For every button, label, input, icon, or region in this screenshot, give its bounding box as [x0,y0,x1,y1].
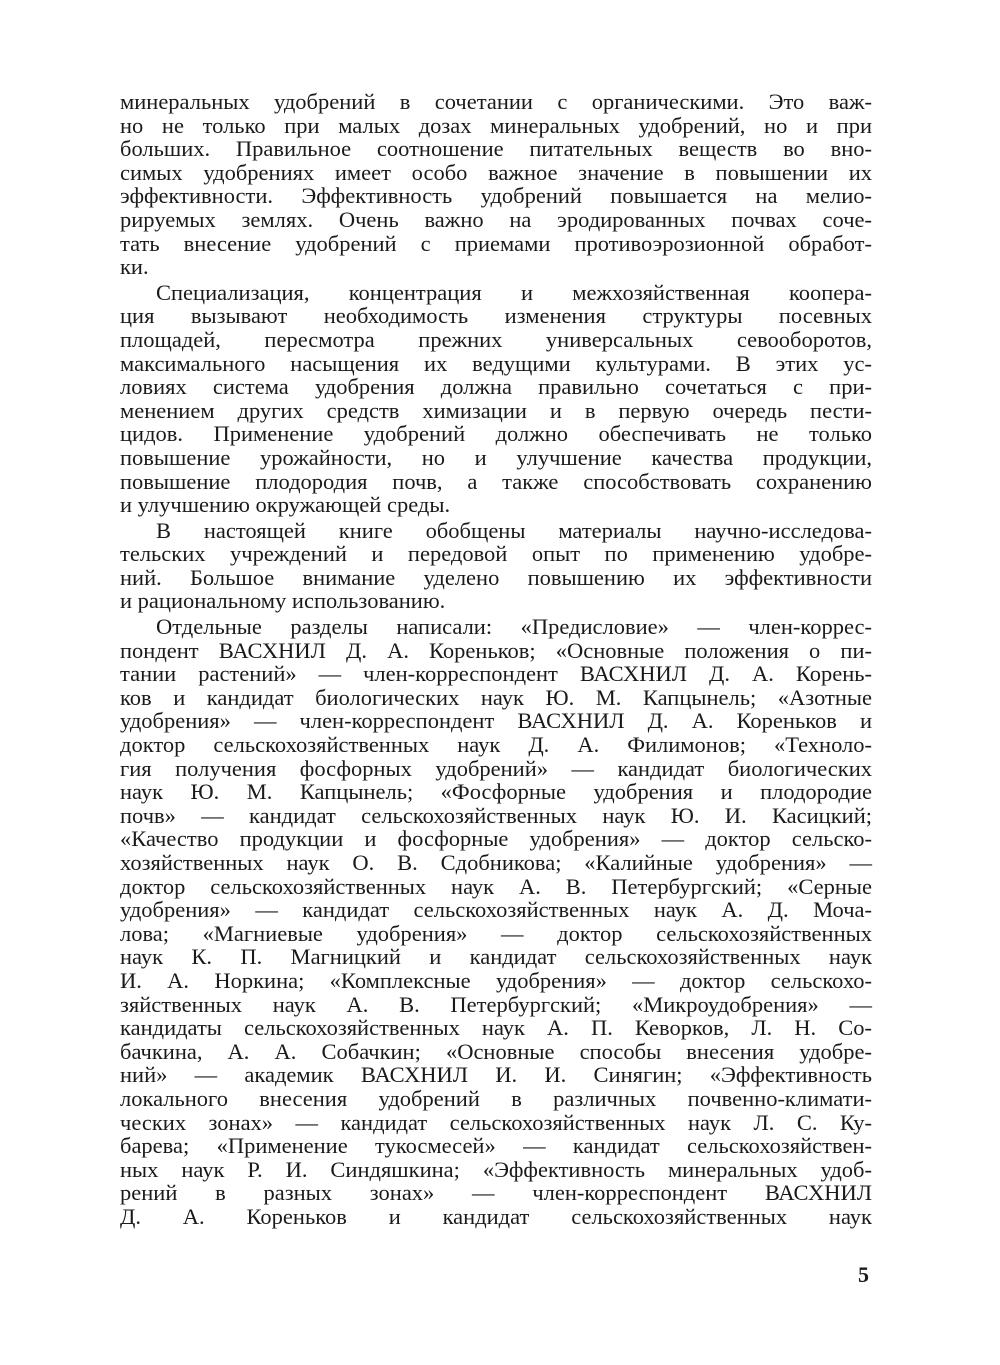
text-line: ческих зонах» — кандидат сельскохозяйственных наук Л. С. Ку- [120,1109,872,1135]
text-line: ки. [120,254,149,280]
text-line: наук Ю. М. Капцынель; «Фосфорные удобрения и плодородие [120,779,872,805]
text-line: тании растений» — член-корреспондент ВАСХНИЛ Д. А. Корень- [120,661,872,687]
text-line: тельских учреждений и передовой опыт по применению удобре- [120,541,872,567]
text-line: менением других средств химизации и в первую очередь пести- [120,397,872,423]
text-line: больших. Правильное соотношение питательных веществ во вно- [120,136,872,162]
text-line: локального внесения удобрений в различных почвенно-климати- [120,1085,872,1111]
page-body [120,90,872,1231]
text-line: В настоящей книге обобщены материалы научно-исследова- [156,517,872,543]
text-line: зяйственных наук А. В. Петербургский; «Микроудобрения» — [120,991,872,1017]
text-line: удобрения» — член-корреспондент ВАСХНИЛ Д. А. Кореньков и [120,708,872,734]
text-line: лова; «Магниевые удобрения» — доктор сельскохозяйственных [120,920,872,946]
text-line: повышение урожайности, но и улучшение качества продукции, [120,444,872,470]
text-line: симых удобрениях имеет особо важное значение в повышении их [120,159,872,185]
text-line: ловиях система удобрения должна правильно сочетаться с при- [120,374,872,400]
paragraph-2 [120,281,872,517]
text-line: минеральных удобрений в сочетании с органическими. Это важ- [120,89,872,114]
text-line: почв» — кандидат сельскохозяйственных наук Ю. И. Касицкий; [120,802,872,828]
text-line: кандидаты сельскохозяйственных наук А. П. Кеворков, Л. Н. Со- [120,1015,872,1041]
text-line: цидов. Применение удобрений должно обеспечивать не только [120,421,872,447]
text-line: гия получения фосфорных удобрений» — кандидат биологических [120,755,872,781]
text-line: Д. А. Кореньков и кандидат сельскохозяйственных наук [120,1203,872,1229]
text-line: максимального насыщения их ведущими культурами. В этих ус- [120,350,872,376]
text-line: Специализация, концентрация и межхозяйственная коопера- [156,279,872,305]
paragraph-4 [120,615,872,1228]
text-line: и улучшению окружающей среды. [120,492,451,518]
text-line: доктор сельскохозяйственных наук А. В. Петербургский; «Серные [120,873,872,899]
page-number: 5 [858,1262,869,1287]
paragraph-1 [120,90,872,279]
text-line: площадей, пересмотра прежних универсальных севооборотов, [120,326,872,352]
text-line: ных наук Р. И. Синдяшкина; «Эффективность минеральных удоб- [120,1156,872,1182]
text-line: эффективности. Эффективность удобрений повышается на мелио- [120,183,872,209]
text-line: бачкина, А. А. Собачкин; «Основные способы внесения удобре- [120,1038,872,1064]
text-line: доктор сельскохозяйственных наук Д. А. Филимонов; «Техноло- [120,732,872,758]
text-line: наук К. П. Магницкий и кандидат сельскохозяйственных наук [120,944,872,970]
text-line: ний. Большое внимание уделено повышению их эффективности [120,564,872,590]
text-line: ков и кандидат биологических наук Ю. М. Капцынель; «Азотные [120,684,872,710]
text-line: И. А. Норкина; «Комплексные удобрения» — доктор сельскохо- [120,967,872,993]
text-line: но не только при малых дозах минеральных удобрений, но и при [120,112,872,138]
text-line: рений в разных зонах» — член-корреспондент ВАСХНИЛ [120,1180,872,1206]
paragraph-3 [120,519,872,613]
text-line: Отдельные разделы написали: «Предисловие» — член-коррес- [156,614,872,640]
text-line: пондент ВАСХНИЛ Д. А. Кореньков; «Основные положения о пи- [120,637,872,663]
text-line: повышение плодородия почв, а также способствовать сохранению [120,468,872,494]
text-line: барева; «Применение тукосмесей» — кандидат сельскохозяйствен- [120,1133,872,1159]
text-line: ний» — академик ВАСХНИЛ И. И. Синягин; «Эффективность [120,1062,872,1088]
text-line: удобрения» — кандидат сельскохозяйственных наук А. Д. Моча- [120,897,872,923]
text-line: ция вызывают необходимость изменения структуры посевных [120,303,872,329]
text-line: «Качество продукции и фосфорные удобрения» — доктор сельско- [120,826,872,852]
text-line: рируемых землях. Очень важно на эродированных почвах соче- [120,206,872,232]
text-line: и рациональному использованию. [120,588,446,614]
text-line: хозяйственных наук О. В. Сдобникова; «Калийные удобрения» — [120,850,872,875]
text-line: тать внесение удобрений с приемами противоэрозионной обработ- [120,230,872,256]
